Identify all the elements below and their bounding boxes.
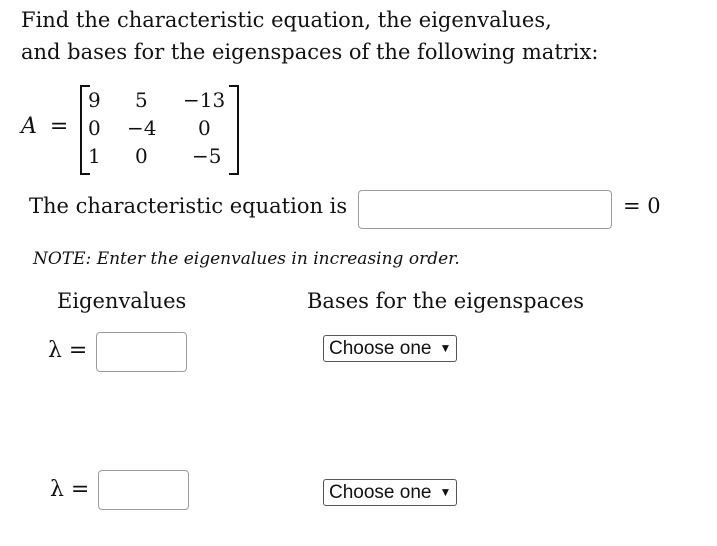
matrix-cell: 9: [88, 88, 101, 112]
question-line-1: Find the characteristic equation, the eigenvalues,: [21, 8, 552, 32]
lambda-label: λ =: [48, 338, 88, 363]
equals-zero: = 0: [623, 194, 661, 218]
matrix-name: A: [21, 114, 37, 139]
caret-down-icon: ▼: [439, 485, 452, 499]
characteristic-equation-input[interactable]: [358, 190, 612, 229]
matrix-right-bracket: [229, 85, 239, 175]
eigenvalue-input-2[interactable]: [98, 470, 189, 510]
basis-select-2[interactable]: [323, 479, 457, 506]
matrix-cell: 0: [88, 116, 101, 140]
bases-header: Bases for the eigenspaces: [307, 289, 585, 313]
matrix-cell: 0: [198, 116, 211, 140]
caret-down-icon: ▼: [439, 341, 452, 355]
characteristic-equation-label: The characteristic equation is: [29, 194, 348, 218]
matrix-cell: 0: [135, 144, 148, 168]
matrix-cell: −5: [192, 144, 222, 168]
lambda-label: λ =: [50, 477, 90, 502]
basis-select-1[interactable]: [323, 335, 457, 362]
select-label: Choose one: [329, 482, 432, 503]
question-line-2: and bases for the eigenspaces of the following matrix:: [21, 40, 599, 64]
matrix-cell: −4: [127, 116, 157, 140]
matrix-cell: 1: [88, 144, 101, 168]
eigenvalue-input-1[interactable]: [96, 332, 187, 372]
matrix-label: [21, 114, 68, 139]
note-text: NOTE: Enter the eigenvalues in increasing order.: [33, 249, 460, 269]
eigenvalues-header: Eigenvalues: [57, 289, 187, 313]
matrix-equals: =: [49, 114, 69, 139]
matrix-cell: −13: [183, 88, 226, 112]
matrix-cell: 5: [135, 88, 148, 112]
select-label: Choose one: [329, 338, 432, 359]
